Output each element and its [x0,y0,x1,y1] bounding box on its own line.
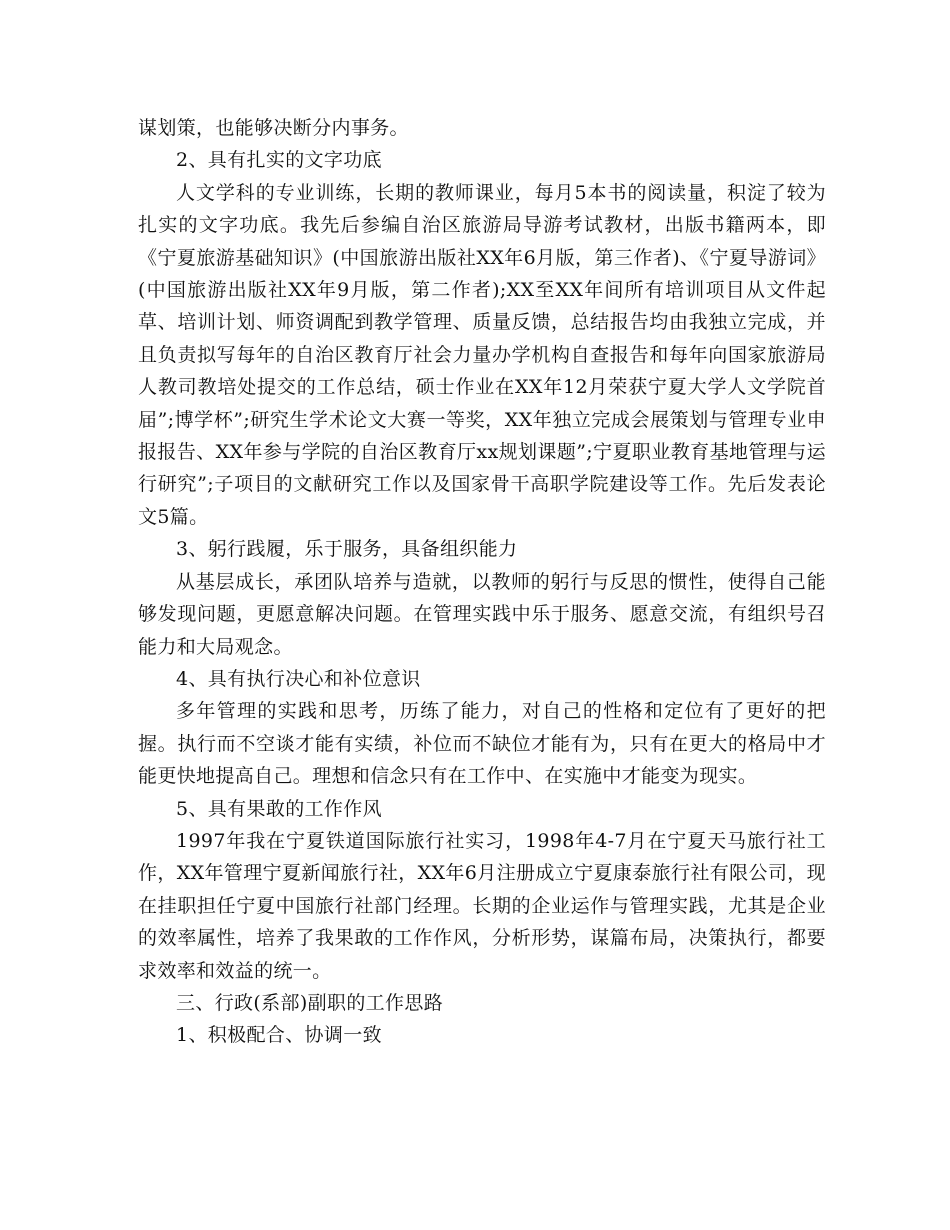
chapter-heading-3: 三、行政(系部)副职的工作思路 [176,991,444,1014]
paragraph-work-style: 1997年我在宁夏铁道国际旅行社实习，1998年4-7月在宁夏天马旅行社工作，XX年管理宁夏新闻旅行社，XX年6月注册成立宁夏康泰旅行社有限公司，现在挂职担任宁夏中国旅行社部门经理。长期的企业运作与管理实践，尤其是企业的效率属性，培养了我果敢的工作作风，分析形势，谋篇布局，决策执行，都要求效率和效益的统一。 [138,829,826,982]
section-heading-3: 3、躬行践履，乐于服务，具备组织能力 [176,538,518,561]
document-body [138,112,826,1052]
section-heading-5: 5、具有果敢的工作作风 [176,797,382,820]
paragraph-writing-skills: 人文学科的专业训练，长期的教师课业，每月5本书的阅读量，积淀了较为扎实的文字功底。我先后参编自治区旅游局导游考试教材，出版书籍两本，即《宁夏旅游基础知识》(中国旅游出版社XX年6月版，第三作者)、《宁夏导游词》(中国旅游出版社XX年9月版，第二作者);XX至XX年间所有培训项目从文件起草、培训计划、师资调配到教学管理、质量反馈，总结报告均由我独立完成，并且负责拟写每年的自治区教育厅社会力量办学机构自查报告和每年向国家旅游局人教司教培处提交的工作总结，硕士作业在XX年12月荣获宁夏大学人文学院首届”;博学杯”;研究生学术论文大赛一等奖，XX年独立完成会展策划与管理专业申报报告、XX年参与学院的自治区教育厅xx规划课题”;宁夏职业教育基地管理与运行研究”;子项目的文献研究工作以及国家骨干高职学院建设等工作。先后发表论文5篇。 [138,181,826,528]
section-heading-2: 2、具有扎实的文字功底 [176,149,382,172]
paragraph-continuation: 谋划策，也能够决断分内事务。 [138,117,409,139]
paragraph-execution: 多年管理的实践和思考，历练了能力，对自己的性格和定位有了更好的把握。执行而不空谈才能有实绩，补位而不缺位才能有为，只有在更大的格局中才能更快地提高自己。理想和信念只有在工作中、在实施中才能变为现实。 [138,700,826,788]
subsection-heading-1: 1、积极配合、协调一致 [176,1024,382,1047]
paragraph-service: 从基层成长，承团队培养与造就，以教师的躬行与反思的惯性，使得自己能够发现问题，更愿意解决问题。在管理实践中乐于服务、愿意交流，有组织号召能力和大局观念。 [138,570,826,658]
section-heading-4: 4、具有执行决心和补位意识 [176,667,421,690]
